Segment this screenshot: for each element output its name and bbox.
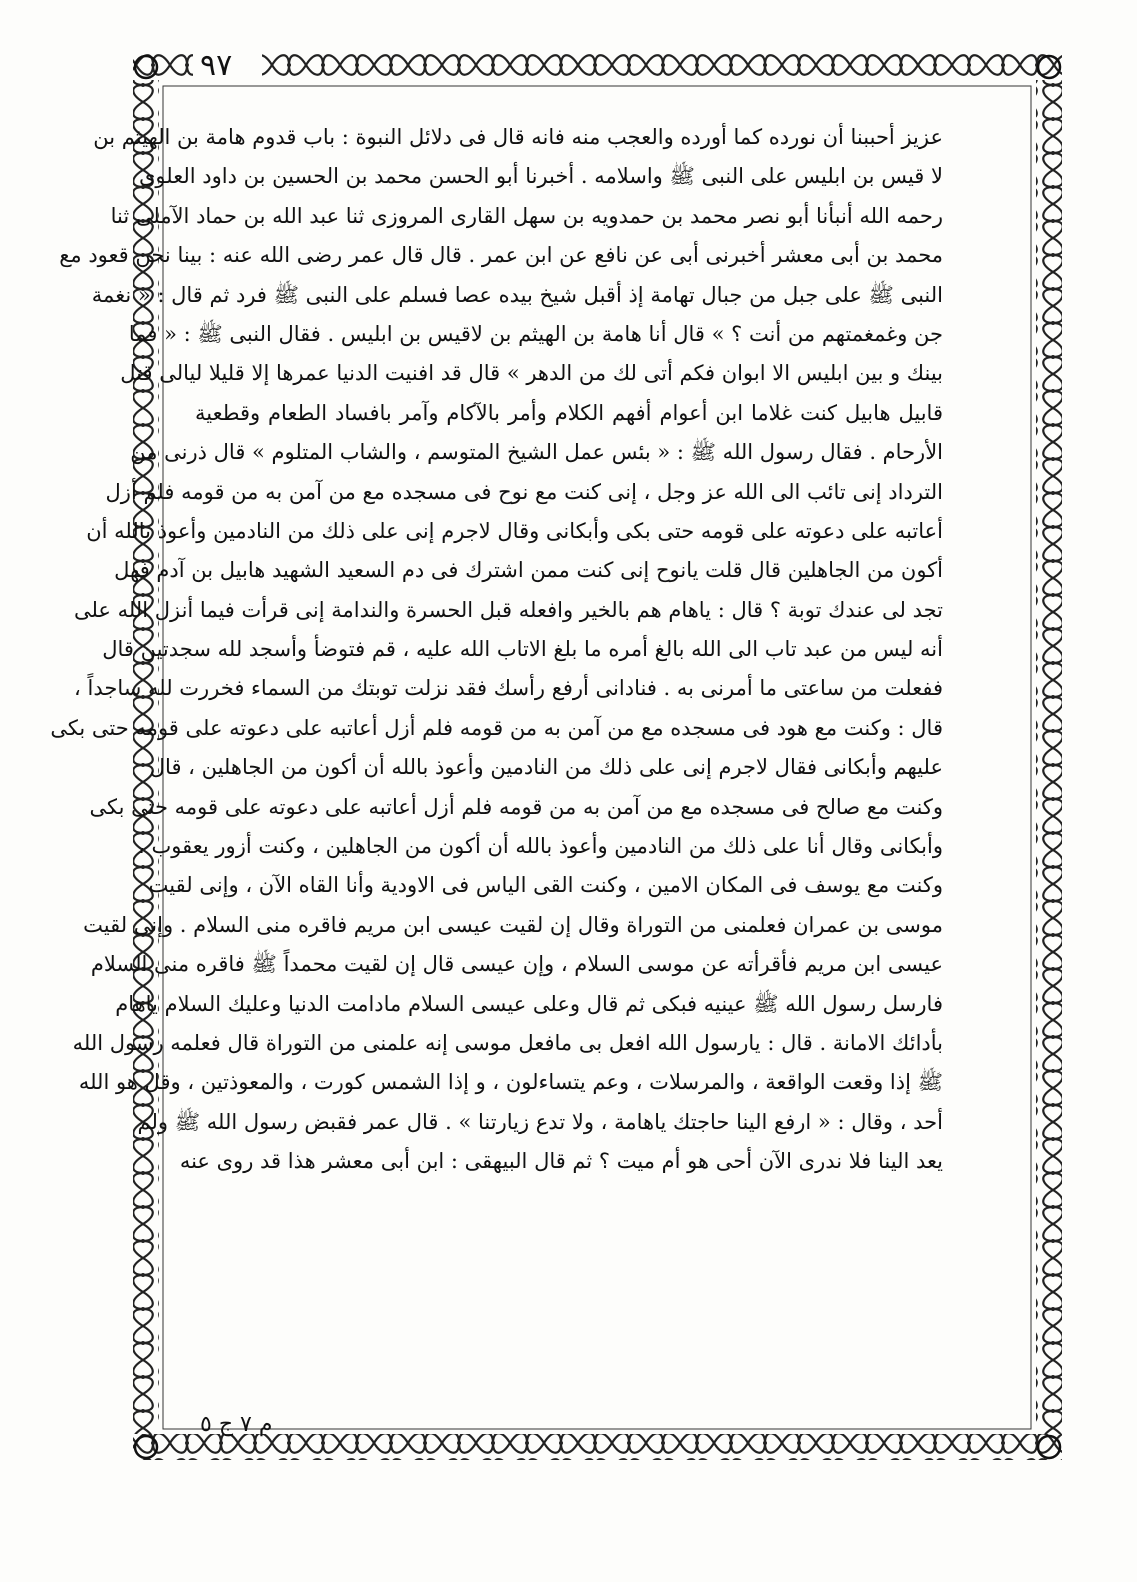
text-line: قابيل هابيل كنت غلاما ابن أعوام أفهم الكلام وأمر بالآكام وآمر بافساد الطعام وقطعية: [195, 400, 943, 425]
text-line: يعد الينا فلا ندرى الآن أحى هو أم ميت ؟ ثم قال البيهقى : ابن أبى معشر هذا قد روى عنه: [179, 1149, 943, 1174]
text-line: بأدائك الامانة . قال : يارسول الله افعل بى مافعل موسى إنه علمنى من التوراة قال فعلمه رسول الله: [72, 1030, 943, 1055]
text-line: الترداد إنى تائب الى الله عز وجل ، إنى كنت مع نوح فى مسجده مع من آمن به من قومه فلم أزل: [105, 479, 943, 504]
text-line: بينك و بين ابليس الا ابوان فكم أتى لك من الدهر » قال قد افنيت الدنيا عمرها إلا قليلا ليالى قتل: [120, 361, 943, 386]
signature-mark: م ٧ ج ٥: [200, 1412, 273, 1437]
text-line: عيسى ابن مريم فأقرأته عن موسى السلام ، وإن عيسى قال إن لقيت محمداً ﷺ فاقره منى السلام: [90, 952, 943, 977]
text-line: أنه ليس من عبد تاب الى الله بالغ أمره ما بلغ الاتاب الله عليه ، قم فتوضأ وأسجد لله سجدتين قال: [102, 637, 943, 662]
text-line: أكون من الجاهلين قال قلت يانوح إنى كنت ممن اشترك فى دم السعيد الشهيد هابيل بن آدم فهل: [114, 558, 943, 583]
text-line: موسى بن عمران فعلمنى من التوراة وقال إن لقيت عيسى ابن مريم فاقره منى السلام . وإنى لقيت: [83, 912, 943, 937]
text-line: عليهم وأبكانى فقال لاجرم إنى على ذلك من النادمين وأعوذ بالله أن أكون من الجاهلين ، قال: [149, 755, 943, 780]
text-line: وأبكانى وقال أنا على ذلك من النادمين وأعوذ بالله أن أكون من الجاهلين ، وكنت أزور يعقوب ،: [138, 834, 943, 859]
text-line: رحمه الله أنبأنا أبو نصر محمد بن حمدويه بن سهل القارى المروزى ثنا عبد الله بن حماد الآملى ثنا: [110, 203, 943, 228]
text-line: عزيز أحببنا أن نورده كما أورده والعجب منه فانه قال فى دلائل النبوة : باب قدوم هامة بن الهيثم بن: [93, 125, 943, 149]
text-line: ففعلت من ساعتى ما أمرنى به . فنادانى أرفع رأسك فقد نزلت توبتك من السماء فخررت لله ساجداً ،: [74, 676, 943, 701]
text-line: ﷺ إذا وقعت الواقعة ، والمرسلات ، وعم يتساءلون ، و إذا الشمس كورت ، والمعوذتين ، وقل هو الله: [78, 1070, 943, 1095]
page-number: ٩٧: [200, 48, 233, 83]
text-line: الأرحام . فقال رسول الله ﷺ : « بئس عمل الشيخ المتوسم ، والشاب المتلوم » قال ذرنى من: [130, 440, 943, 465]
text-line: النبى ﷺ على جبل من جبال تهامة إذ أقبل شيخ بيده عصا فسلم على النبى ﷺ فرد ثم قال : « نغمة: [91, 282, 943, 307]
main-text: [50, 118, 943, 1408]
text-line: تجد لى عندك توبة ؟ قال : ياهام هم بالخير وافعله قبل الحسرة والندامة إنى قرأت فيما أنزل الله على: [73, 597, 943, 622]
text-line: فارسل رسول الله ﷺ عينيه فبكى ثم قال وعلى عيسى السلام مادامت الدنيا وعليك السلام ياهام: [115, 991, 943, 1016]
text-line: قال : وكنت مع هود فى مسجده مع من آمن به من قومه فلم أزل أعاتبه على دعوته على قومه حتى بكى: [50, 715, 943, 740]
text-line: لا قيس بن ابليس على النبى ﷺ واسلامه . أخبرنا أبو الحسن محمد بن الحسين بن داود العلوى: [139, 164, 943, 189]
text-line: وكنت مع صالح فى مسجده مع من آمن به من قومه فلم أزل أعاتبه على دعوته على قومه حتى بكى: [89, 794, 943, 819]
text-line: وكنت مع يوسف فى المكان الامين ، وكنت القى الياس فى الاودية وأنا القاه الآن ، وإنى لقيت: [148, 873, 943, 898]
text-line: أعاتبه على دعوته على قومه حتى بكى وأبكانى وقال لاجرم إنى على ذلك من النادمين وأعوذ بالله أن: [86, 518, 943, 543]
text-line: أحد ، وقال : « ارفع الينا حاجتك ياهامة ، ولا تدع زيارتنا » . قال عمر فقبض رسول الله ﷺ ولم: [137, 1109, 943, 1134]
text-line: جن وغمغمتهم من أنت ؟ » قال أنا هامة بن الهيثم بن لاقيس بن ابليس . فقال النبى ﷺ : « فما: [128, 321, 943, 346]
text-line: محمد بن أبى معشر أخبرنى أبى عن نافع عن ابن عمر . قال قال عمر رضى الله عنه : بينا نحن قعود مع: [59, 243, 943, 268]
